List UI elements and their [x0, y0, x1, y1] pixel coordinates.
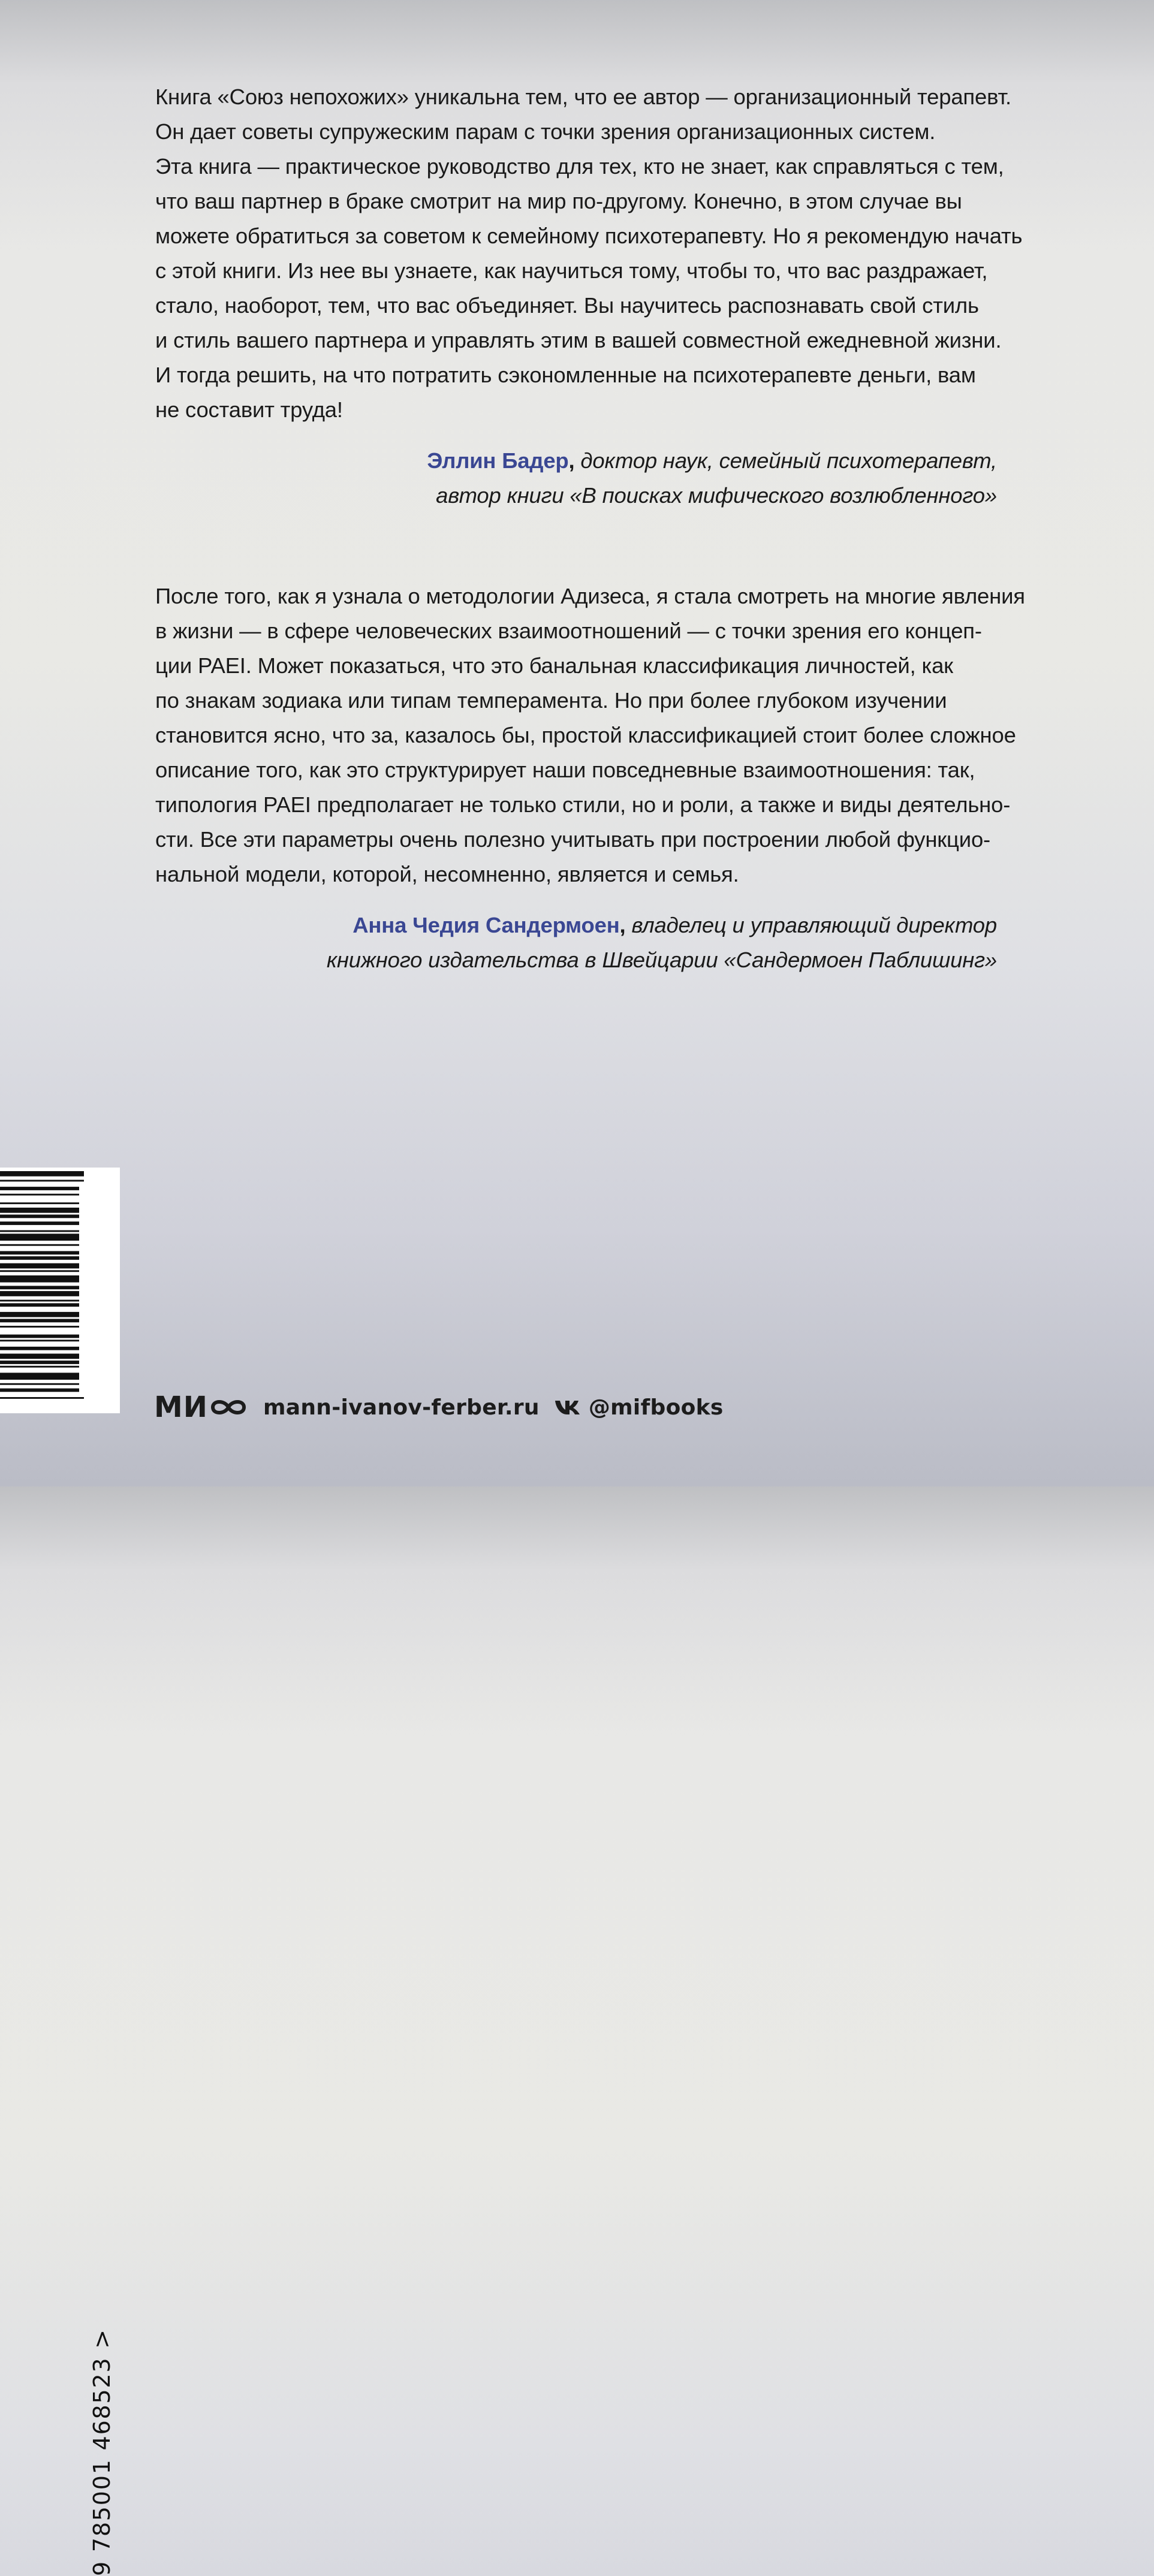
barcode-bar [0, 1221, 79, 1225]
barcode-bar [0, 1244, 79, 1246]
review-1-author-book: автор книги «В поисках мифического возлюбленного» [436, 483, 997, 508]
review-2-line: описание того, как это структурирует наши повседневные взаимоотношения: так, [155, 758, 975, 782]
review-1-line: не составит труда! [155, 397, 343, 422]
review-1-line: стало, наоборот, тем, что вас объединяет. Вы научитесь распознавать свой стиль [155, 293, 979, 318]
barcode-bar [0, 1275, 79, 1283]
review-1-line: Он дает советы супружеским парам с точки зрения организационных систем. [155, 119, 936, 144]
website-link[interactable]: mann-ivanov-ferber.ru [263, 1395, 540, 1420]
review-1-author-name: Эллин Бадер [427, 448, 569, 473]
barcode-bar [0, 1194, 79, 1196]
review-2-line: по знакам зодиака или типам темперамента. Но при более глубоком изучении [155, 688, 947, 713]
barcode-bar [0, 1202, 79, 1204]
review-1-line: что ваш партнер в браке смотрит на мир по-другому. Конечно, в этом случае вы [155, 189, 962, 213]
review-2-line: становится ясно, что за, казалось бы, простой классификацией стоит более сложное [155, 723, 1016, 747]
review-2-line: нальной модели, которой, несомненно, является и семья. [155, 862, 739, 886]
review-2-line: ции PAEI. Может показаться, что это банальная классификация личностей, как [155, 653, 953, 678]
review-2-text [155, 579, 1025, 892]
review-1-line: И тогда решить, на что потратить сэкономленные на психотерапевте деньги, вам [155, 363, 976, 387]
barcode-bar [0, 1286, 79, 1289]
publisher-logo-text: МИ [154, 1390, 208, 1424]
barcode-bar [0, 1300, 79, 1302]
review-2-author-company: книжного издательства в Швейцарии «Сандермоен Паблишинг» [326, 948, 997, 972]
publisher-footer [154, 1389, 724, 1425]
barcode-bar [0, 1354, 79, 1359]
review-2-line: После того, как я узнала о методологии Адизеса, я стала смотреть на многие явления [155, 584, 1025, 608]
barcode-bar [0, 1180, 84, 1182]
barcode-bar [0, 1233, 79, 1241]
review-1-line: можете обратиться за советом к семейному психотерапевту. Но я рекомендую начать [155, 224, 1023, 248]
review-1-line: Книга «Союз непохожих» уникальна тем, что ее автор — организационный терапевт. [155, 85, 1011, 109]
barcode-bar [0, 1251, 79, 1254]
review-2-attribution-line-1 [327, 908, 997, 943]
barcode-bar [0, 1389, 79, 1392]
isbn-barcode [0, 1168, 120, 2576]
review-1-line: и стиль вашего партнера и управлять этим в вашей совместной ежедневной жизни. [155, 328, 1002, 352]
barcode-bars [0, 1168, 84, 1413]
barcode-bar [0, 1171, 84, 1177]
review-2-author-role: владелец и управляющий директор [631, 913, 997, 937]
review-1-attribution-line-1 [427, 444, 997, 478]
barcode-bar [0, 1319, 79, 1323]
review-1-line: с этой книги. Из нее вы узнаете, как научиться тому, чтобы то, что вас раздражает, [155, 258, 988, 283]
barcode-bar [0, 1361, 79, 1364]
separator-comma: , [568, 448, 575, 473]
infinity-icon [209, 1395, 248, 1419]
barcode-bar [0, 1383, 79, 1385]
review-1-author-role: доктор наук, семейный психотерапевт, [580, 448, 997, 473]
review-2-attribution [327, 908, 997, 978]
barcode-bar [0, 1230, 79, 1232]
publisher-logo [154, 1390, 248, 1424]
barcode-bar [0, 1263, 79, 1269]
barcode-bar [0, 1335, 79, 1338]
review-2-line: сти. Все эти параметры очень полезно учитывать при построении любой функцио- [155, 827, 991, 852]
barcode-bar [0, 1326, 79, 1328]
barcode-bar [0, 1303, 79, 1307]
barcode-bar [0, 1373, 79, 1380]
review-2-author-name: Анна Чедия Сандермоен [352, 913, 620, 937]
vk-icon[interactable] [554, 1399, 580, 1416]
barcode-bar [0, 1215, 79, 1218]
review-2-line: типология PAEI предполагает не только стили, но и роли, а также и виды деятельно- [155, 792, 1011, 817]
barcode-bar [0, 1187, 79, 1190]
barcode-bar [0, 1270, 79, 1272]
review-1-attribution [427, 444, 997, 513]
barcode-bar [0, 1340, 79, 1341]
social-handle[interactable]: @mifbooks [588, 1395, 724, 1420]
barcode-bar [0, 1397, 84, 1399]
barcode-bar [0, 1256, 79, 1260]
barcode-bar [0, 1312, 79, 1317]
barcode-bar [0, 1208, 79, 1213]
barcode-bar [0, 1366, 79, 1368]
isbn-number: 9 785001 468523 > [89, 2328, 115, 2576]
review-1-text [155, 80, 1023, 427]
review-1-line: Эта книга — практическое руководство для тех, кто не знает, как справляться с тем, [155, 154, 1004, 179]
separator-comma: , [619, 913, 626, 937]
barcode-bar [0, 1291, 79, 1296]
review-2-line: в жизни — в сфере человеческих взаимоотношений — с точки зрения его концеп- [155, 619, 982, 643]
barcode-bar [0, 1347, 79, 1350]
